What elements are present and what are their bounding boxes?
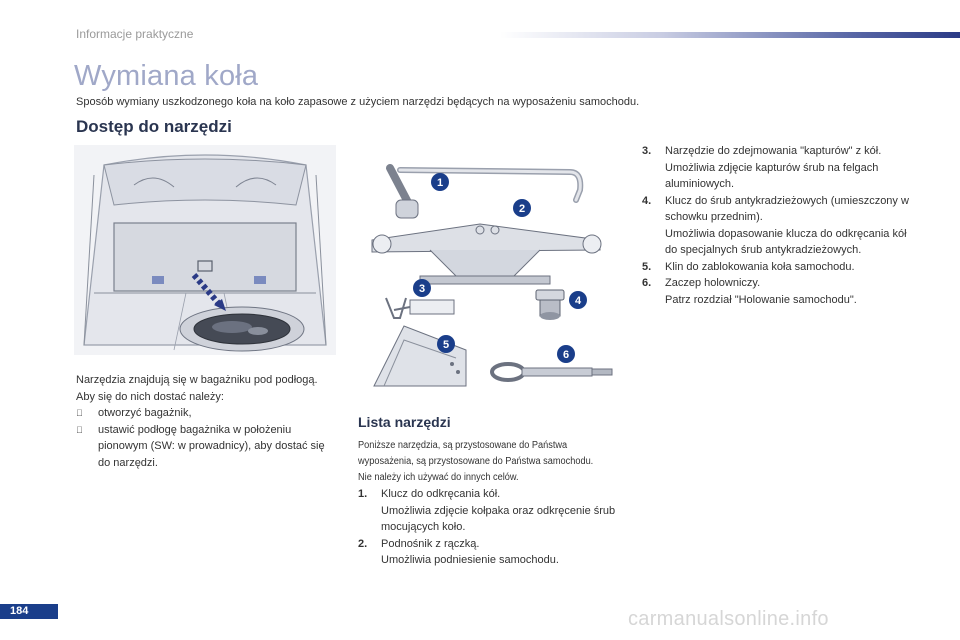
callout-1 [431, 173, 449, 191]
page-number: 184 [0, 604, 58, 619]
access-step-intro: Aby się do nich dostać należy: [76, 390, 224, 403]
page-title: Wymiana koła [74, 60, 259, 92]
svg-text:3: 3 [418, 283, 426, 295]
callout-3 [413, 279, 431, 297]
list-item: 6. Zaczep holowniczy. Patrz rozdział "Holowanie samochodu". [642, 277, 857, 306]
bullet-icon [76, 422, 98, 472]
list-item: 1. Klucz do odkręcania kół. Umożliwia zdjęcie kołpaka oraz odkręcenie śrub mocujących koło. [358, 488, 616, 533]
callout-2 [513, 199, 531, 217]
running-header: Informacje praktyczne [76, 27, 194, 41]
tools-list-intro: Poniższe narzędzia, są przystosowane do Państwa wyposażenia, są przystosowane do Państwa samochodu. Nie należy ich używać do innych celów. [358, 440, 594, 483]
callout-6 [557, 345, 575, 363]
wheel-chock-drawing [374, 326, 466, 386]
tools-list-column-1 [358, 486, 626, 569]
header-gradient-bar [500, 32, 960, 38]
list-item: ustawić podłogę bagażnika w położeniu pionowym (SW: w prowadnicy), aby dostać się do narzędzi. [76, 422, 336, 472]
access-intro: Narzędzia znajdują się w bagażniku pod podłogą. [76, 374, 318, 386]
jack-drawing [372, 224, 601, 284]
section-heading: Dostęp do narzędzi [76, 117, 232, 136]
tools-list-heading: Lista narzędzi [358, 414, 451, 430]
svg-text:6: 6 [562, 349, 570, 361]
list-item: 3. Narzędzie do zdejmowania "kapturów" z kół. Umożliwia zdjęcie kapturów śrub na felgach aluminiowych. [642, 145, 882, 190]
wheel-wrench-drawing [390, 168, 580, 218]
svg-text:4: 4 [574, 295, 582, 307]
svg-text:2: 2 [518, 203, 526, 215]
tools-list-column-2 [642, 143, 914, 308]
page-subtitle: Sposób wymiany uszkodzonego koła na koło zapasowe z użyciem narzędzi będących na wyposażeniu samochodu. [76, 96, 640, 108]
hubcap-tool-drawing [386, 298, 454, 318]
callout-4 [569, 291, 587, 309]
towing-eye-drawing [492, 364, 612, 380]
trunk-illustration [74, 145, 336, 355]
list-item: 2. Podnośnik z rączką. Umożliwia podniesienie samochodu. [358, 537, 559, 566]
antitheft-key-drawing [536, 290, 564, 320]
bullet-icon [76, 405, 98, 422]
list-item: 5. Klin do zablokowania koła samochodu. [642, 260, 855, 273]
svg-text:1: 1 [436, 177, 444, 189]
access-instructions [76, 372, 336, 471]
list-item: otworzyć bagażnik, [76, 405, 336, 422]
tools-illustration [360, 150, 620, 400]
callout-5 [437, 335, 455, 353]
svg-text:5: 5 [442, 339, 450, 351]
watermark: carmanualsonline.info [628, 608, 829, 630]
list-item: 4. Klucz do śrub antykradzieżowych (umieszczony w schowku przednim). Umożliwia dopasowanie klucza do odkręcania kół do specjalnych śrub antykradzieżowych. [642, 194, 909, 256]
